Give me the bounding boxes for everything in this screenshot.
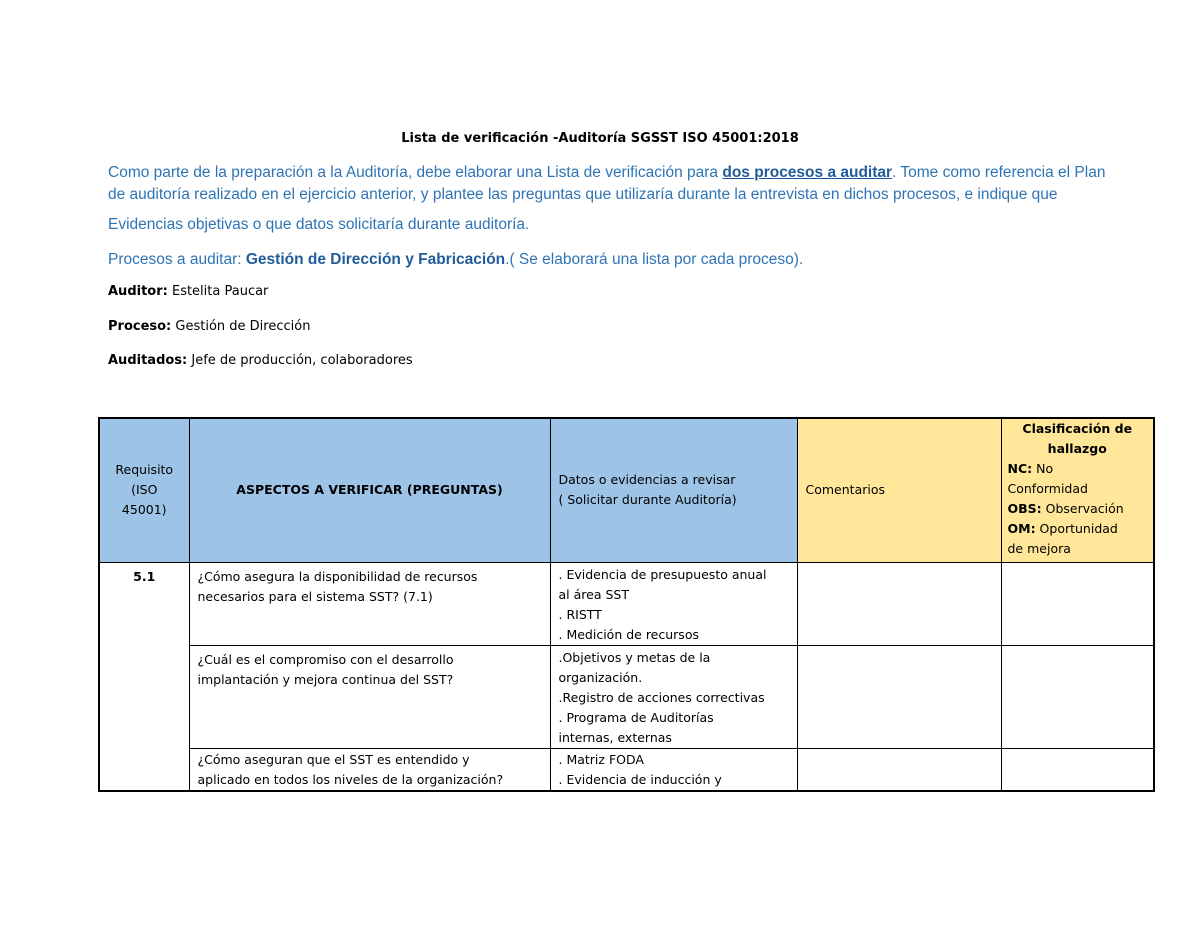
- table-row: [99, 562, 1154, 645]
- evidence-cell: . Evidencia de presupuesto anual al área SST . RISTT . Medición de recursos: [550, 562, 797, 645]
- meta-auditados: Auditados: Jefe de producción, colaboradores: [108, 353, 413, 368]
- table-row: [99, 748, 1154, 791]
- classification-cell: [1001, 645, 1154, 748]
- comment-cell: [797, 748, 1001, 791]
- comment-cell: [797, 645, 1001, 748]
- header-requisito: Requisito (ISO 45001): [99, 418, 189, 562]
- classification-cell: [1001, 562, 1154, 645]
- intro-paragraph-3: Procesos a auditar: Gestión de Dirección y Fabricación.( Se elaborará una lista por cada proceso).: [108, 251, 804, 268]
- question-cell: ¿Cuál es el compromiso con el desarrollo implantación y mejora continua del SST?: [189, 645, 550, 748]
- evidence-cell: . Matriz FODA . Evidencia de inducción y: [550, 748, 797, 791]
- intro-paragraph-2: Evidencias objetivas o que datos solicitaría durante auditoría.: [108, 216, 530, 233]
- header-evidencias: Datos o evidencias a revisar ( Solicitar durante Auditoría): [550, 418, 797, 562]
- question-cell: ¿Cómo asegura la disponibilidad de recursos necesarios para el sistema SST? (7.1): [189, 562, 550, 645]
- evidence-cell: .Objetivos y metas de la organización. .Registro de acciones correctivas . Programa de Auditorías internas, externas: [550, 645, 797, 748]
- meta-proceso: Proceso: Gestión de Dirección: [108, 319, 311, 334]
- question-cell: ¿Cómo aseguran que el SST es entendido y aplicado en todos los niveles de la organización?: [189, 748, 550, 791]
- header-comentarios: Comentarios: [797, 418, 1001, 562]
- header-aspectos: ASPECTOS A VERIFICAR (PREGUNTAS): [189, 418, 550, 562]
- requirement-cell: 5.1: [99, 562, 189, 791]
- comment-cell: [797, 562, 1001, 645]
- classification-cell: [1001, 748, 1154, 791]
- header-clasificacion: Clasificación de hallazgo NC: No Conformidad OBS: Observación OM: Oportunidad de mejora: [1001, 418, 1154, 562]
- checklist-table: [98, 417, 1155, 792]
- table-header-row: [99, 418, 1154, 562]
- meta-auditor: Auditor: Estelita Paucar: [108, 284, 269, 299]
- document-title: Lista de verificación -Auditoría SGSST ISO 45001:2018: [401, 131, 799, 146]
- intro-paragraph-1: Como parte de la preparación a la Auditoría, debe elaborar una Lista de verificación para dos procesos a auditar. Tome como referencia el Plan de auditoría realizado en el ejercicio anterior, y plantee las preguntas que utilizaría durante la entrevista en dichos procesos, e indique que: [108, 164, 1106, 203]
- table-row: [99, 645, 1154, 748]
- emphasis-dos-procesos: dos procesos a auditar: [722, 164, 893, 181]
- emphasis-procesos: Gestión de Dirección y Fabricación: [245, 251, 506, 268]
